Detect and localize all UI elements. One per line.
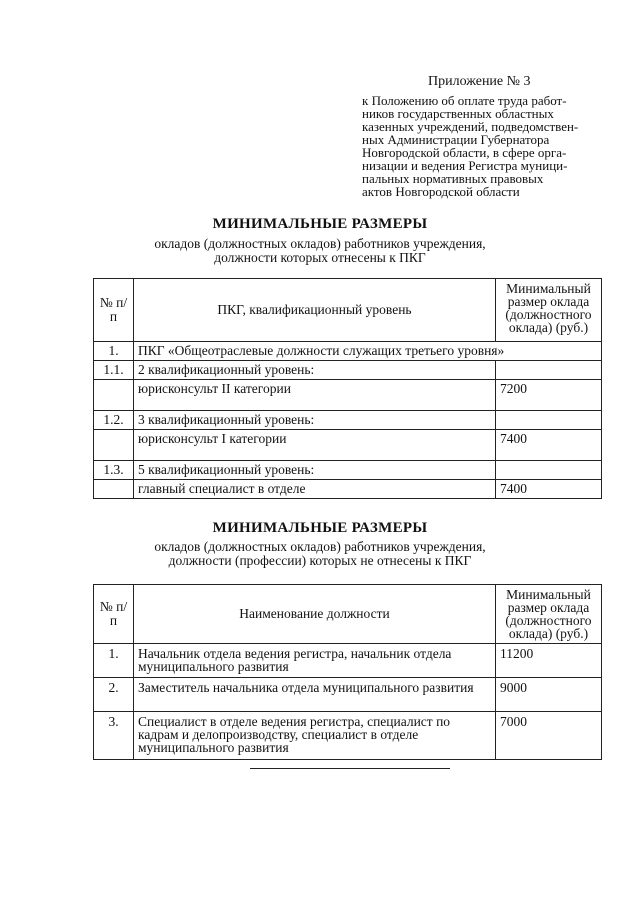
- row-num: 2.: [94, 678, 134, 712]
- row-num: [94, 430, 134, 461]
- table-row: [94, 361, 602, 380]
- table-row: [94, 644, 602, 678]
- table-row: [94, 411, 602, 430]
- signature-divider: [250, 768, 450, 769]
- row-text: юрисконсульт II категории: [134, 380, 496, 411]
- header-name: ПКГ, квалификационный уровень: [134, 279, 496, 342]
- reference-line: казенных учреждений, подведомствен-: [362, 119, 579, 134]
- subtitle-line: должности которых отнесены к ПКГ: [214, 250, 426, 265]
- subtitle-line: окладов (должностных окладов) работников учреждения,: [154, 539, 486, 554]
- row-value: [496, 411, 602, 430]
- row-text: главный специалист в отделе: [134, 480, 496, 499]
- row-num: 1.3.: [94, 461, 134, 480]
- row-num: 3.: [94, 712, 134, 760]
- non-pkg-salary-table: [93, 584, 602, 760]
- row-num: 1.: [94, 644, 134, 678]
- row-text: юрисконсульт I категории: [134, 430, 496, 461]
- table-header-row: [94, 279, 602, 342]
- row-value: [496, 361, 602, 380]
- table-row: [94, 461, 602, 480]
- row-value: 7400: [496, 430, 602, 461]
- row-value: 11200: [496, 644, 602, 678]
- header-num: № п/п: [94, 585, 134, 644]
- table-row: [94, 380, 602, 411]
- section1-title: МИНИМАЛЬНЫЕ РАЗМЕРЫ: [212, 216, 428, 232]
- row-text: 2 квалификационный уровень:: [134, 361, 496, 380]
- row-value: 7400: [496, 480, 602, 499]
- row-value: 7000: [496, 712, 602, 760]
- table-row: [94, 712, 602, 760]
- row-num: 1.: [94, 342, 134, 361]
- row-value: 9000: [496, 678, 602, 712]
- header-name: Наименование должности: [134, 585, 496, 644]
- pkg-salary-table: [93, 278, 602, 499]
- reference-line: низации и ведения Регистра муници-: [362, 158, 568, 173]
- table-row: [94, 678, 602, 712]
- row-num: [94, 380, 134, 411]
- row-value: [496, 461, 602, 480]
- table-header-row: [94, 585, 602, 644]
- subtitle-line: окладов (должностных окладов) работников учреждения,: [154, 236, 486, 251]
- header-num: № п/п: [94, 279, 134, 342]
- reference-line: пальных нормативных правовых: [362, 171, 544, 186]
- table-row: [94, 480, 602, 499]
- row-num: 1.1.: [94, 361, 134, 380]
- table-row: [94, 430, 602, 461]
- reference-line: Новгородской области, в сфере орга-: [362, 145, 567, 160]
- row-text: Специалист в отделе ведения регистра, специалист по кадрам и делопроизводству, специалист в отделе муниципального развития: [134, 712, 496, 760]
- row-text: Заместитель начальника отдела муниципального развития: [134, 678, 496, 712]
- reference-line: ников государственных областных: [362, 106, 554, 121]
- subtitle-line: должности (профессии) которых не отнесены к ПКГ: [168, 553, 472, 568]
- appendix-reference: [362, 94, 607, 198]
- header-min-salary: Минимальный размер оклада (должностного оклада) (руб.): [496, 279, 602, 342]
- reference-line: актов Новгородской области: [362, 184, 520, 199]
- row-num: [94, 480, 134, 499]
- row-value: 7200: [496, 380, 602, 411]
- reference-line: к Положению об оплате труда работ-: [362, 93, 567, 108]
- table-row: [94, 342, 602, 361]
- section2-subtitle: [0, 540, 640, 568]
- row-text: Начальник отдела ведения регистра, начальник отдела муниципального развития: [134, 644, 496, 678]
- row-text: 3 квалификационный уровень:: [134, 411, 496, 430]
- row-text: 5 квалификационный уровень:: [134, 461, 496, 480]
- header-min-salary: Минимальный размер оклада (должностного оклада) (руб.): [496, 585, 602, 644]
- section2-title: МИНИМАЛЬНЫЕ РАЗМЕРЫ: [212, 520, 428, 536]
- row-text: ПКГ «Общеотраслевые должности служащих третьего уровня»: [134, 342, 602, 361]
- appendix-title: Приложение № 3: [428, 74, 531, 89]
- row-num: 1.2.: [94, 411, 134, 430]
- section1-subtitle: [0, 237, 640, 265]
- reference-line: ных Администрации Губернатора: [362, 132, 550, 147]
